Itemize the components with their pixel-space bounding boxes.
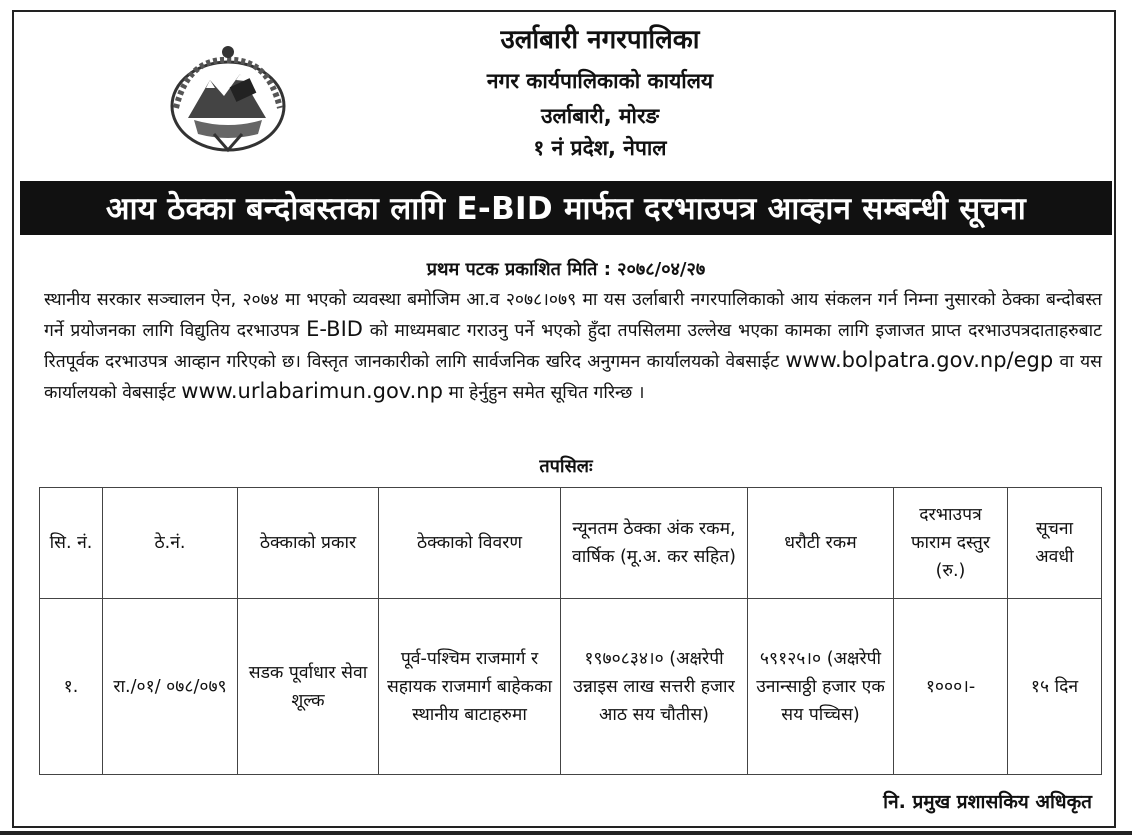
notice-title: आय ठेक्का बन्दोबस्तका लागि E-BID मार्फत दरभाउपत्र आव्हान सम्बन्धी सूचना xyxy=(20,181,1112,235)
table-row xyxy=(40,599,1102,775)
cell-deposit-amount: ५९१२५।० (अक्षरेपी उनान्साठ्ठी हजार एक सय पच्चिस) xyxy=(748,599,894,775)
body-text-part2: को माध्यमबाट गराउनु पर्ने भएको हुँदा तपसिलमा उल्लेख भएका कामका लागि इजाजत प्राप्त दरभाउपत्रदाताहरुबाट रितपूर्वक दरभाउपत्र आव्हान गरिएको छ। विस्तृत जानकारीको लागि सार्वजनिक खरिद अनुगमन कार्यालयको वेबसाईट xyxy=(44,321,1102,372)
cell-minimum-amount: १९७०८३४।० (अक्षरेपी उन्नाइस लाख सत्तरी हजार आठ सय चौतीस) xyxy=(561,599,748,775)
bottom-rule xyxy=(0,831,1132,835)
header-contract-type: ठेक्काको प्रकार xyxy=(238,488,379,599)
office-location: उर्लाबारी, मोरङ xyxy=(541,104,659,128)
header-deposit-amount: धरौटी रकम xyxy=(748,488,894,599)
municipality-url[interactable]: www.urlabarimun.gov.np xyxy=(181,379,443,403)
office-header xyxy=(300,22,900,164)
cell-notice-period: १५ दिन xyxy=(1008,599,1102,775)
notice-body xyxy=(44,286,1102,408)
cell-contract-description: पूर्व-पश्चिम राजमार्ग र सहायक राजमार्ग बाहेकका स्थानीय बाटाहरुमा xyxy=(379,599,561,775)
body-text-part1: स्थानीय सरकार सञ्चालन ऐन, २०७४ मा भएको व्यवस्था बमोजिम आ.व २०७८।०७९ मा यस उर्लाबारी नगरपालिकाको आय संकलन गर्न निम्ना नुसारको ठेक्का बन्दोबस्त गर्ने प्रयोजनका लागि विद्युतिय दरभाउपत्र xyxy=(44,290,1102,341)
bid-schedule-table xyxy=(39,487,1102,775)
office-name: नगर कार्यपालिकाको कार्यालय xyxy=(486,69,714,93)
header-contract-description: ठेक्काको विवरण xyxy=(379,488,561,599)
header-minimum-amount: न्यूनतम ठेक्का अंक रकम, वार्षिक (मू.अ. कर सहित) xyxy=(561,488,748,599)
header-serial: सि. नं. xyxy=(40,488,103,599)
schedule-heading: तपसिलः xyxy=(539,456,593,477)
ebid-text: E-BID xyxy=(306,317,363,341)
published-date: प्रथम पटक प्रकाशित मिति : २०७८/०४/२७ xyxy=(426,259,706,280)
cell-contract-no: रा./०१/ ०७८/०७९ xyxy=(103,599,238,775)
bolpatra-url[interactable]: www.bolpatra.gov.np/egp xyxy=(785,348,1054,372)
body-text-part4: मा हेर्नुहुन समेत सूचित गरिन्छ । xyxy=(448,383,645,403)
office-province: १ नं प्रदेश, नेपाल xyxy=(533,136,667,160)
header-notice-period: सूचना अवधी xyxy=(1008,488,1102,599)
nepal-emblem-icon xyxy=(158,38,298,158)
cell-contract-type: सडक पूर्वाधार सेवा शूल्क xyxy=(238,599,379,775)
cell-serial: १. xyxy=(40,599,103,775)
signoff: नि. प्रमुख प्रशासकिय अधिकृत xyxy=(883,791,1092,813)
header-contract-no: ठे.नं. xyxy=(103,488,238,599)
table-header-row xyxy=(40,488,1102,599)
body-text-part3: वा यस कार्यालयको वेबसाईट xyxy=(44,352,1102,403)
header-form-fee: दरभाउपत्र फाराम दस्तुर (रु.) xyxy=(894,488,1008,599)
municipality-name: उर्लाबारी नगरपालिका xyxy=(500,25,700,55)
cell-form-fee: १०००।- xyxy=(894,599,1008,775)
